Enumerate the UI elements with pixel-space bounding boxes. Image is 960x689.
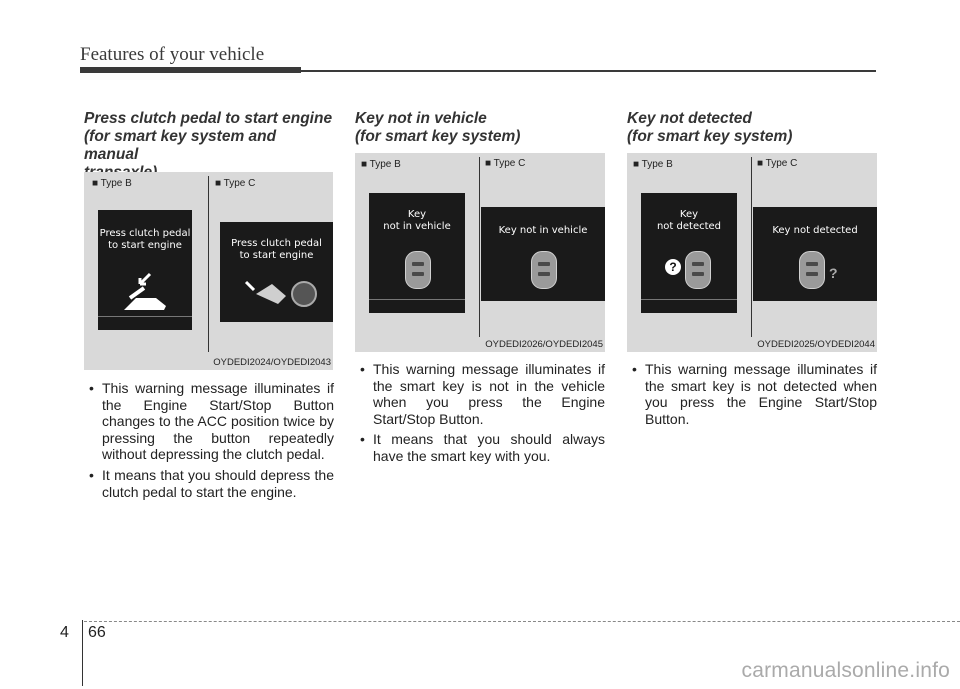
smart-key-icon xyxy=(685,251,711,289)
figure-divider xyxy=(479,157,480,337)
type-b-label: ■ Type B xyxy=(633,159,673,170)
section-heading xyxy=(627,110,877,146)
heading-line: (for smart key system and manual xyxy=(84,128,277,163)
display-screen-type-c xyxy=(481,207,605,301)
watermark: carmanualsonline.info xyxy=(741,659,950,682)
bullet-list xyxy=(627,361,877,431)
display-screen-type-b xyxy=(98,210,192,330)
smart-key-icon xyxy=(405,251,431,289)
section-heading xyxy=(355,110,605,146)
figure-code: OYDEDI2026/OYDEDI2045 xyxy=(485,339,603,350)
display-screen-type-b xyxy=(641,193,737,313)
figure-key-not-in-vehicle xyxy=(355,153,605,352)
header-rule-thin xyxy=(301,70,876,72)
type-c-label: ■ Type C xyxy=(215,178,256,189)
section-key-not-detected xyxy=(627,110,877,146)
type-c-label: ■ Type C xyxy=(757,158,798,169)
type-c-label: ■ Type C xyxy=(485,158,526,169)
section-key-not-in-vehicle xyxy=(355,110,605,146)
list-item: • This warning message illuminates if the smart key is not detected when you press the Engine Start/Stop Button. xyxy=(627,361,877,427)
figure-key-not-detected xyxy=(627,153,877,352)
heading-line: Press clutch pedal to start engine xyxy=(84,110,333,127)
display-screen-type-b xyxy=(369,193,465,313)
question-mark-icon: ? xyxy=(829,265,838,281)
page-number: 66 xyxy=(88,624,106,641)
figure-code: OYDEDI2025/OYDEDI2044 xyxy=(757,339,875,350)
list-item: • This warning message illuminates if the Engine Start/Stop Button changes to the ACC position twice by pressing the button repeatedly without depressing the clutch pedal. xyxy=(84,380,334,463)
bullet-list xyxy=(355,361,605,469)
footer-rule xyxy=(84,621,960,622)
heading-line: Key not in vehicle xyxy=(355,110,487,127)
screen-message: Key not detected xyxy=(772,225,858,236)
screen-message: Press clutch pedal to start engine xyxy=(231,238,322,261)
type-b-label: ■ Type B xyxy=(361,159,401,170)
heading-line: (for smart key system) xyxy=(355,128,521,145)
type-b-label: ■ Type B xyxy=(92,178,132,189)
screen-message: Press clutch pedal to start engine xyxy=(99,228,191,251)
screen-divider xyxy=(641,299,737,300)
screen-divider xyxy=(369,299,465,300)
heading-line: Key not detected xyxy=(627,110,752,127)
clutch-pedal-icon xyxy=(120,270,172,314)
chapter-number: 4 xyxy=(60,624,69,641)
screen-message: Key not in vehicle xyxy=(498,225,588,236)
header-rule xyxy=(80,67,301,73)
screen-divider xyxy=(98,316,192,317)
question-mark-icon: ? xyxy=(665,259,681,275)
screen-message: Key not in vehicle xyxy=(383,209,451,232)
page-header-title: Features of your vehicle xyxy=(80,44,265,65)
list-item: • It means that you should depress the clutch pedal to start the engine. xyxy=(84,467,334,500)
display-screen-type-c xyxy=(220,222,333,322)
heading-line: (for smart key system) xyxy=(627,128,793,145)
screen-message: Key not detected xyxy=(656,209,722,232)
smart-key-icon xyxy=(531,251,557,289)
figure-divider xyxy=(751,157,752,337)
display-screen-type-c xyxy=(753,207,877,301)
list-item: • This warning message illuminates if the smart key is not in the vehicle when you press the Engine Start/Stop Button. xyxy=(355,361,605,427)
figure-press-clutch xyxy=(84,172,333,370)
clutch-pedal-icon xyxy=(242,274,322,310)
page-number-divider xyxy=(82,620,83,686)
list-item: • It means that you should always have the smart key with you. xyxy=(355,431,605,464)
bullet-list xyxy=(84,380,334,504)
figure-code: OYDEDI2024/OYDEDI2043 xyxy=(213,357,331,368)
figure-divider xyxy=(208,176,209,352)
smart-key-icon xyxy=(799,251,825,289)
